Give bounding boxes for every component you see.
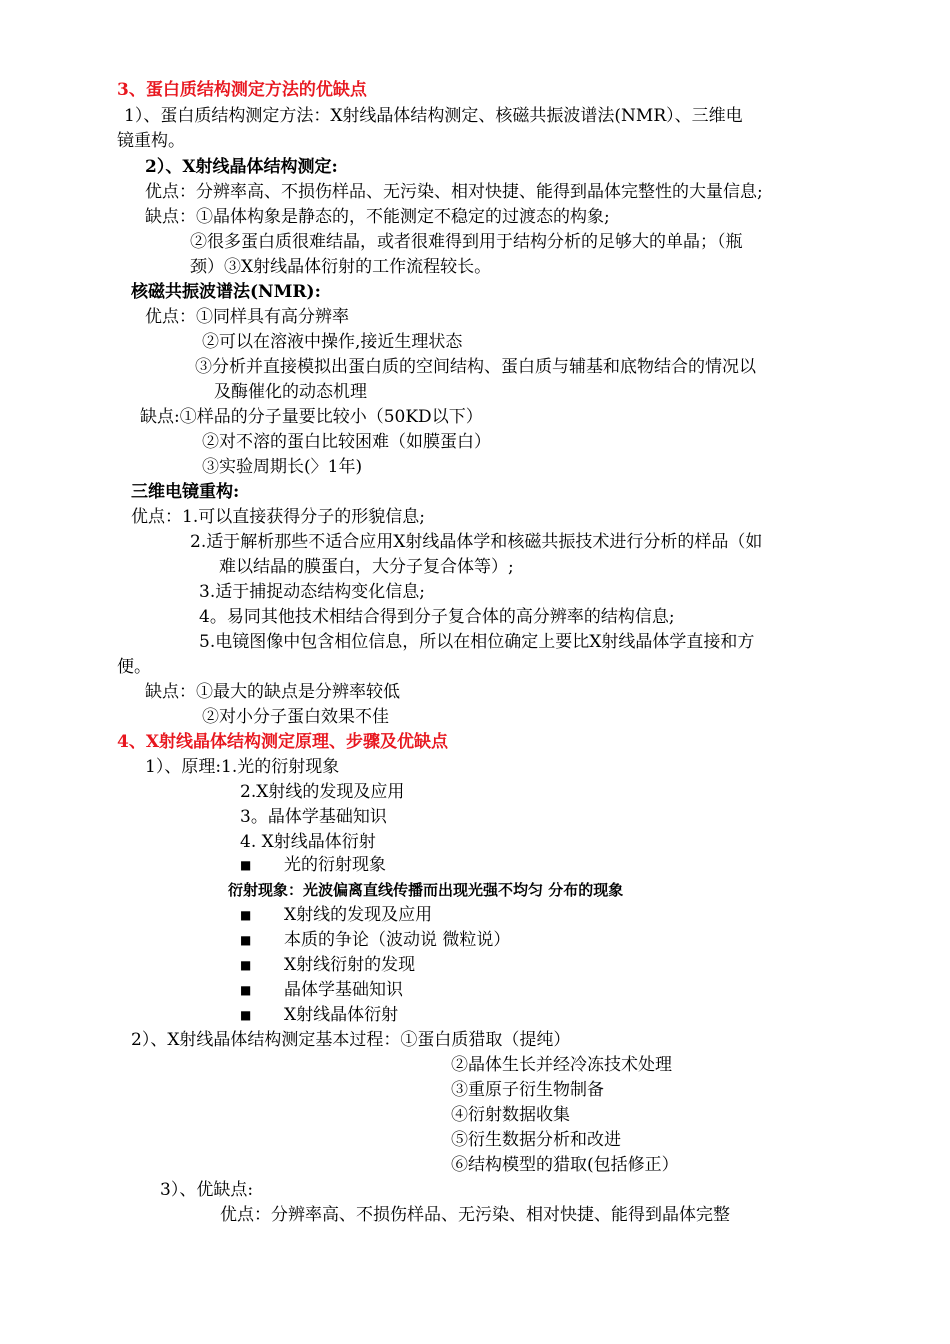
principle-line-3: 3。晶体学基础知识 [240, 807, 387, 827]
xray-subheading: 2）、X射线晶体结构测定: [145, 157, 338, 177]
bullet-square-icon: ■ [240, 983, 252, 997]
em-subheading: 三维电镜重构: [131, 482, 240, 502]
nmr-cons-1: 缺点:①样品的分子量要比较小（50KD以下） [140, 407, 483, 427]
proscons-pros: 优点：分辨率高、不损伤样品、无污染、相对快捷、能得到晶体完整 [220, 1205, 730, 1225]
nmr-pros-3b: 及酶催化的动态机理 [214, 382, 367, 402]
em-cons-1: 缺点：①最大的缺点是分辨率较低 [145, 682, 400, 702]
bullet-square-icon: ■ [240, 1008, 252, 1022]
em-pros-3: 3.适于捕捉动态结构变化信息; [199, 582, 425, 602]
em-pros-2a: 2.适于解析那些不适合应用X射线晶体学和核磁共振技术进行分析的样品（如 [190, 532, 763, 552]
principle-line-2: 2.X射线的发现及应用 [240, 782, 405, 802]
methods-intro-line-1: 1）、蛋白质结构测定方法：X射线晶体结构测定、核磁共振波谱法(NMR）、三维电 [124, 106, 743, 126]
principle-bullet-6: X射线晶体衍射 [284, 1005, 399, 1025]
em-pros-4: 4。易同其他技术相结合得到分子复合体的高分辨率的结构信息; [199, 607, 675, 627]
process-line-6: ⑥结构模型的猎取(包括修正） [451, 1155, 679, 1175]
principle-line-4: 4. X射线晶体衍射 [240, 832, 376, 852]
nmr-subheading: 核磁共振波谱法(NMR): [131, 282, 321, 302]
em-pros-5b: 便。 [117, 657, 151, 677]
bullet-square-icon: ■ [240, 958, 252, 972]
nmr-cons-3: ③实验周期长(〉1年) [202, 457, 363, 477]
principle-bullet-3: 本质的争论（波动说 微粒说） [284, 930, 511, 950]
principle-bullet-1: 光的衍射现象 [284, 855, 386, 875]
bullet-square-icon: ■ [240, 908, 252, 922]
section-3-heading: 3、蛋白质结构测定方法的优缺点 [117, 80, 367, 100]
proscons-heading: 3）、优缺点: [160, 1180, 254, 1200]
principle-bullet-4: X射线衍射的发现 [284, 955, 416, 975]
principle-bullet-5: 晶体学基础知识 [284, 980, 403, 1000]
principle-line-1: 1）、原理:1.光的衍射现象 [145, 757, 340, 777]
em-cons-2: ②对小分子蛋白效果不佳 [202, 707, 389, 727]
xray-cons-2b: 颈）③X射线晶体衍射的工作流程较长。 [190, 257, 492, 277]
process-line-5: ⑤衍生数据分析和改进 [451, 1130, 621, 1150]
em-pros-1: 优点：1.可以直接获得分子的形貌信息; [131, 507, 425, 527]
em-pros-5a: 5.电镜图像中包含相位信息，所以在相位确定上要比X射线晶体学直接和方 [199, 632, 755, 652]
nmr-pros-3a: ③分析并直接模拟出蛋白质的空间结构、蛋白质与辅基和底物结合的情况以 [195, 357, 756, 377]
methods-intro-line-2: 镜重构。 [117, 131, 185, 151]
xray-cons-2a: ②很多蛋白质很难结晶，或者很难得到用于结构分析的足够大的单晶；（瓶 [190, 232, 743, 252]
section-4-heading: 4、X射线晶体结构测定原理、步骤及优缺点 [117, 732, 449, 752]
bullet-square-icon: ■ [240, 933, 252, 947]
process-line-2: ②晶体生长并经冷冻技术处理 [451, 1055, 672, 1075]
nmr-cons-2: ②对不溶的蛋白比较困难（如膜蛋白） [202, 432, 491, 452]
diffraction-definition: 衍射现象：光波偏离直线传播而出现光强不均匀 分布的现象 [228, 881, 624, 899]
em-pros-2b: 难以结晶的膜蛋白，大分子复合体等）; [219, 557, 514, 577]
xray-pros: 优点：分辨率高、不损伤样品、无污染、相对快捷、能得到晶体完整性的大量信息; [145, 182, 763, 202]
nmr-pros-1: 优点：①同样具有高分辨率 [145, 307, 349, 327]
process-line-3: ③重原子衍生物制备 [451, 1080, 604, 1100]
nmr-pros-2: ②可以在溶液中操作,接近生理状态 [202, 332, 463, 352]
process-line-1: 2）、X射线晶体结构测定基本过程：①蛋白质猎取（提纯） [131, 1030, 571, 1050]
process-line-4: ④衍射数据收集 [451, 1105, 570, 1125]
xray-cons-1: 缺点：①晶体构象是静态的，不能测定不稳定的过渡态的构象; [145, 207, 610, 227]
bullet-square-icon: ■ [240, 858, 252, 872]
principle-bullet-2: X射线的发现及应用 [284, 905, 433, 925]
